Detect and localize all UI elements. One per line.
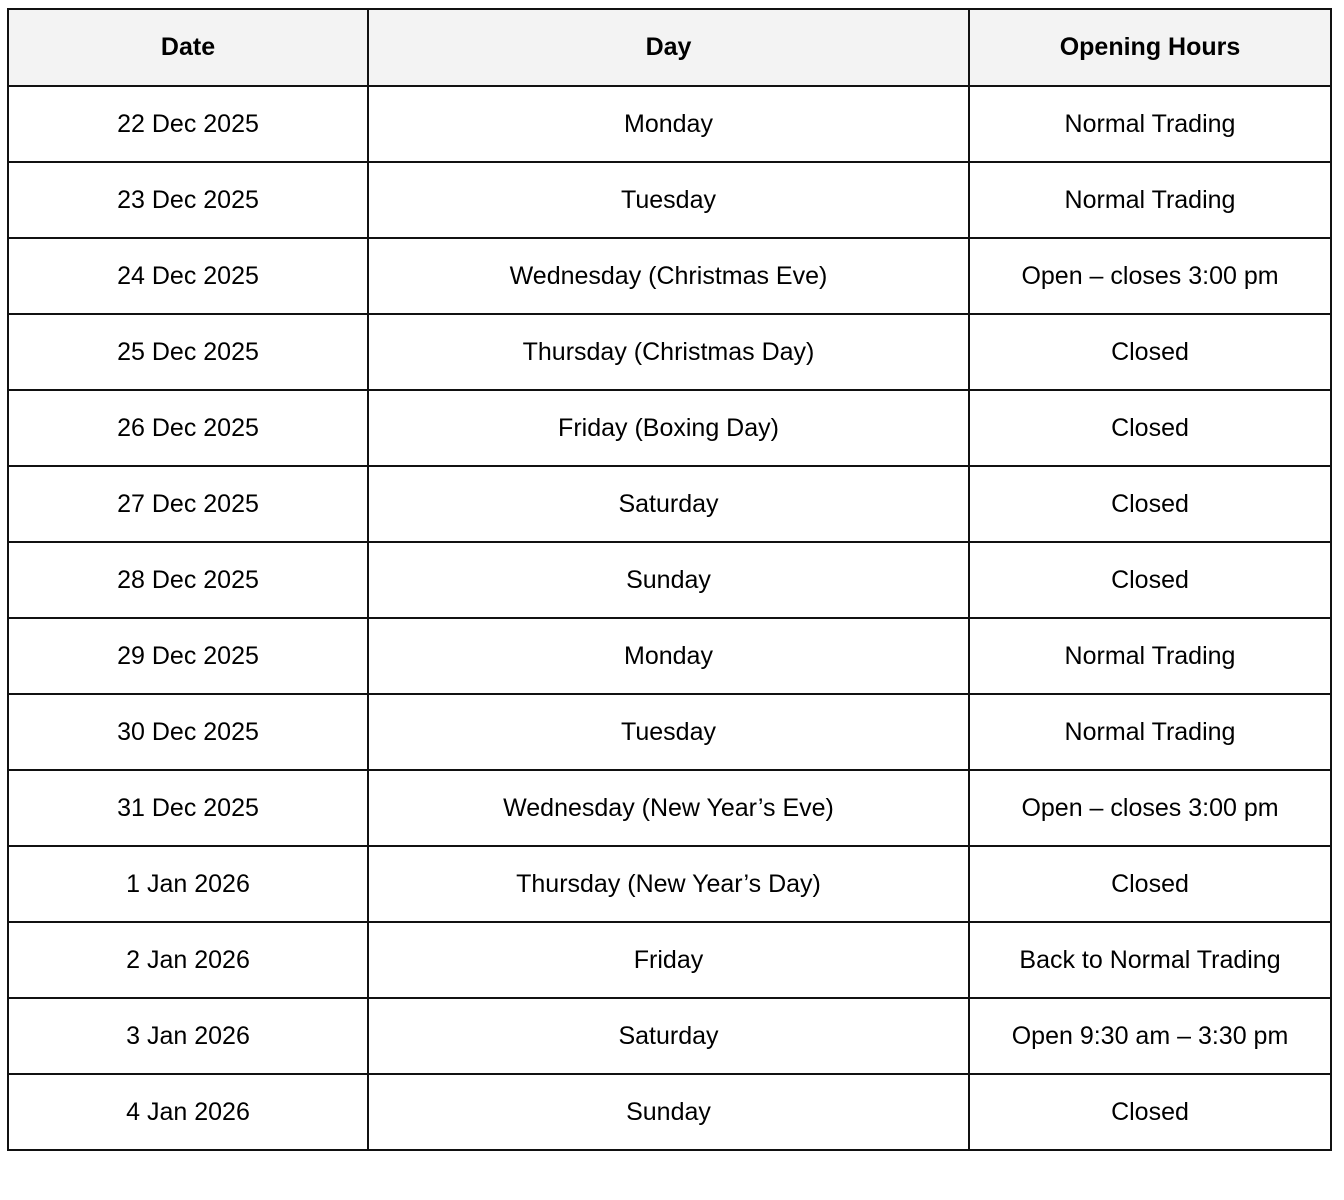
table-row: [8, 770, 1331, 846]
date-cell: 30 Dec 2025: [8, 694, 368, 770]
date-cell: 24 Dec 2025: [8, 238, 368, 314]
day-cell: Monday: [368, 618, 969, 694]
date-cell: 25 Dec 2025: [8, 314, 368, 390]
date-cell: 23 Dec 2025: [8, 162, 368, 238]
day-cell: Tuesday: [368, 694, 969, 770]
header-day: Day: [368, 9, 969, 86]
opening-hours-cell: Back to Normal Trading: [969, 922, 1331, 998]
opening-hours-cell: Normal Trading: [969, 86, 1331, 162]
date-cell: 28 Dec 2025: [8, 542, 368, 618]
date-cell: 26 Dec 2025: [8, 390, 368, 466]
header-row: [8, 9, 1331, 86]
day-cell: Thursday (New Year’s Day): [368, 846, 969, 922]
date-cell: 27 Dec 2025: [8, 466, 368, 542]
day-cell: Wednesday (New Year’s Eve): [368, 770, 969, 846]
day-cell: Thursday (Christmas Day): [368, 314, 969, 390]
opening-hours-cell: Normal Trading: [969, 618, 1331, 694]
header-date: Date: [8, 9, 368, 86]
table-row: [8, 1074, 1331, 1150]
day-cell: Sunday: [368, 542, 969, 618]
day-cell: Friday: [368, 922, 969, 998]
date-cell: 2 Jan 2026: [8, 922, 368, 998]
opening-hours-cell: Open 9:30 am – 3:30 pm: [969, 998, 1331, 1074]
header-opening-hours: Opening Hours: [969, 9, 1331, 86]
opening-hours-cell: Open – closes 3:00 pm: [969, 238, 1331, 314]
table-row: [8, 846, 1331, 922]
table-row: [8, 390, 1331, 466]
opening-hours-cell: Normal Trading: [969, 694, 1331, 770]
table-row: [8, 162, 1331, 238]
day-cell: Monday: [368, 86, 969, 162]
table-row: [8, 998, 1331, 1074]
table-row: [8, 694, 1331, 770]
opening-hours-cell: Closed: [969, 846, 1331, 922]
day-cell: Saturday: [368, 998, 969, 1074]
table-row: [8, 618, 1331, 694]
opening-hours-cell: Closed: [969, 1074, 1331, 1150]
date-cell: 29 Dec 2025: [8, 618, 368, 694]
opening-hours-cell: Closed: [969, 466, 1331, 542]
date-cell: 1 Jan 2026: [8, 846, 368, 922]
opening-hours-cell: Closed: [969, 390, 1331, 466]
date-cell: 31 Dec 2025: [8, 770, 368, 846]
table-row: [8, 542, 1331, 618]
opening-hours-cell: Closed: [969, 542, 1331, 618]
opening-hours-table: [7, 8, 1332, 1151]
table-row: [8, 86, 1331, 162]
day-cell: Wednesday (Christmas Eve): [368, 238, 969, 314]
table-row: [8, 922, 1331, 998]
table-row: [8, 238, 1331, 314]
date-cell: 3 Jan 2026: [8, 998, 368, 1074]
day-cell: Tuesday: [368, 162, 969, 238]
opening-hours-cell: Normal Trading: [969, 162, 1331, 238]
opening-hours-cell: Closed: [969, 314, 1331, 390]
table-row: [8, 314, 1331, 390]
opening-hours-cell: Open – closes 3:00 pm: [969, 770, 1331, 846]
date-cell: 4 Jan 2026: [8, 1074, 368, 1150]
day-cell: Saturday: [368, 466, 969, 542]
date-cell: 22 Dec 2025: [8, 86, 368, 162]
day-cell: Friday (Boxing Day): [368, 390, 969, 466]
table-row: [8, 466, 1331, 542]
day-cell: Sunday: [368, 1074, 969, 1150]
